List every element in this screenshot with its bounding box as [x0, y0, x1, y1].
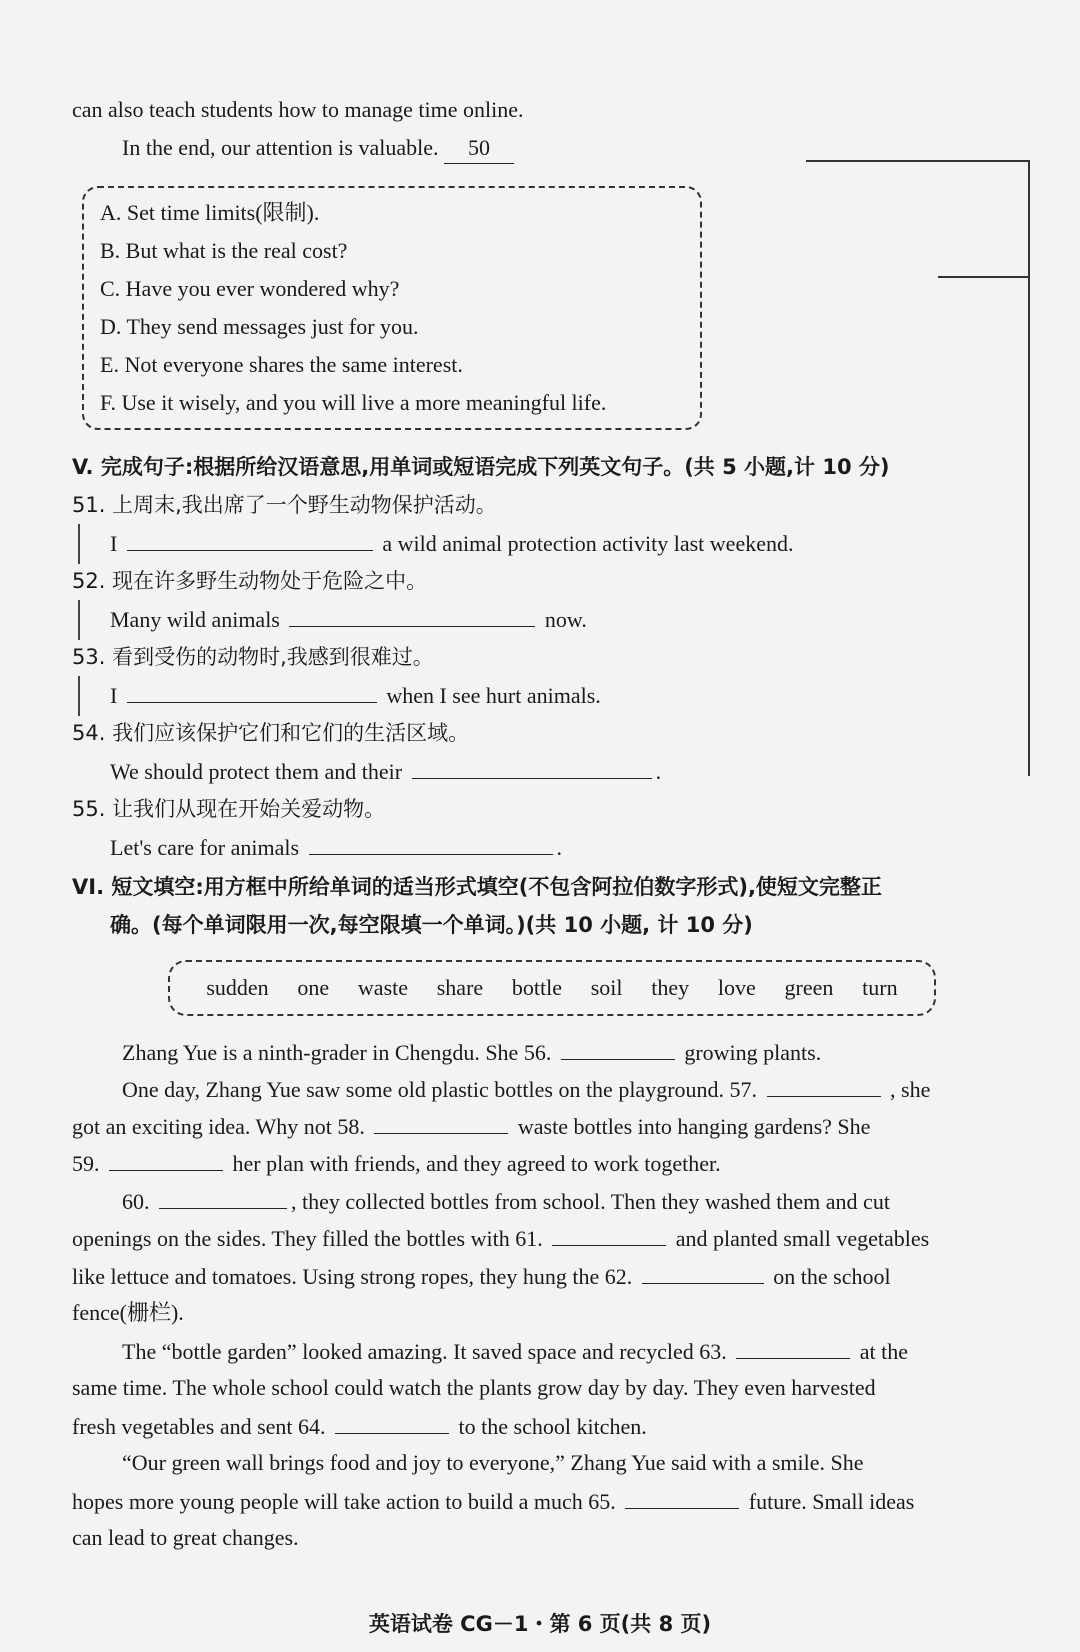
blank-59[interactable] — [109, 1148, 223, 1171]
margin-mark — [78, 524, 80, 564]
passage-line — [72, 1223, 929, 1254]
blank-51[interactable] — [127, 528, 373, 551]
q55-pre: Let's care for animals — [110, 835, 300, 860]
options-box — [82, 186, 702, 430]
passage-line: can lead to great changes. — [72, 1525, 299, 1550]
q53-english — [110, 680, 601, 711]
intro-line-2-text: In the end, our attention is valuable. — [122, 135, 439, 160]
word-love: love — [717, 975, 756, 1000]
passage-text: like lettuce and tomatoes. Using strong ropes, they hung the 62. — [72, 1264, 633, 1289]
q51-chinese: 51. 上周末,我出席了一个野生动物保护活动。 — [72, 493, 497, 517]
blank-64[interactable] — [335, 1411, 449, 1434]
blank-53[interactable] — [127, 680, 377, 703]
passage-line — [122, 1037, 821, 1068]
word-soil: soil — [590, 975, 623, 1000]
option-f: F. Use it wisely, and you will live a more meaningful life. — [100, 390, 607, 415]
passage-line: “Our green wall brings food and joy to everyone,” Zhang Yue said with a smile. She — [122, 1450, 864, 1475]
passage-text: waste bottles into hanging gardens? She — [517, 1114, 871, 1139]
passage-text: openings on the sides. They filled the bottles with 61. — [72, 1226, 543, 1251]
passage-line: fence(栅栏). — [72, 1300, 184, 1325]
passage-line — [72, 1148, 721, 1179]
passage-line — [72, 1411, 647, 1442]
passage-text: growing plants. — [684, 1040, 822, 1065]
passage-text: 59. — [72, 1151, 100, 1176]
passage-text: 60. — [122, 1189, 150, 1214]
passage-text: her plan with friends, and they agreed to work together. — [232, 1151, 721, 1176]
page-footer: 英语试卷 CG－1・第 6 页(共 8 页) — [368, 1612, 712, 1636]
q51-english — [110, 528, 793, 559]
passage-line — [72, 1111, 870, 1142]
passage-line: same time. The whole school could watch the plants grow day by day. They even harvested — [72, 1375, 876, 1400]
passage-text: future. Small ideas — [748, 1489, 915, 1514]
q54-post: . — [655, 759, 662, 784]
blank-50[interactable]: 50 — [444, 133, 514, 164]
intro-line-1: can also teach students how to manage time online. — [72, 97, 524, 122]
q53-post: when I see hurt animals. — [386, 683, 601, 708]
blank-65[interactable] — [625, 1486, 739, 1509]
passage-text: One day, Zhang Yue saw some old plastic bottles on the playground. 57. — [122, 1077, 758, 1102]
passage-line — [72, 1486, 914, 1517]
passage-line — [122, 1186, 890, 1217]
passage-text: at the — [859, 1339, 908, 1364]
q51-pre: I — [110, 531, 118, 556]
word-they: they — [651, 975, 690, 1000]
margin-mark — [78, 600, 80, 640]
q54-chinese: 54. 我们应该保护它们和它们的生活区域。 — [72, 721, 470, 745]
word-bottle: bottle — [511, 975, 563, 1000]
word-share: share — [436, 975, 484, 1000]
q52-english — [110, 604, 587, 635]
q52-post: now. — [544, 607, 587, 632]
section-5-heading: V. 完成句子:根据所给汉语意思,用单词或短语完成下列英文句子。(共 5 小题,计 10 分) — [72, 455, 890, 479]
passage-text: The “bottle garden” looked amazing. It saved space and recycled 63. — [122, 1339, 727, 1364]
q53-chinese: 53. 看到受伤的动物时,我感到很难过。 — [72, 645, 434, 669]
word-one: one — [297, 975, 330, 1000]
passage-text: hopes more young people will take action to build a much 65. — [72, 1489, 616, 1514]
passage-text: and planted small vegetables — [675, 1226, 930, 1251]
word-waste: waste — [357, 975, 409, 1000]
word-bank-box — [168, 960, 936, 1016]
q55-post: . — [556, 835, 563, 860]
blank-57[interactable] — [767, 1074, 881, 1097]
q55-chinese: 55. 让我们从现在开始关爱动物。 — [72, 797, 386, 821]
word-turn: turn — [862, 975, 898, 1000]
q55-english — [110, 832, 562, 863]
blank-63[interactable] — [736, 1336, 850, 1359]
answer-bracket-top — [806, 160, 1028, 162]
blank-52[interactable] — [289, 604, 535, 627]
blank-58[interactable] — [374, 1111, 508, 1134]
option-e: E. Not everyone shares the same interest. — [100, 352, 463, 377]
word-sudden: sudden — [206, 975, 269, 1000]
passage-text: fresh vegetables and sent 64. — [72, 1414, 326, 1439]
answer-bracket-mid — [938, 276, 1028, 278]
blank-61[interactable] — [552, 1223, 666, 1246]
blank-55[interactable] — [309, 832, 553, 855]
passage-text: , she — [890, 1077, 931, 1102]
option-c: C. Have you ever wondered why? — [100, 276, 400, 301]
q51-post: a wild animal protection activity last weekend. — [382, 531, 794, 556]
passage-text: to the school kitchen. — [458, 1414, 647, 1439]
passage-line — [122, 1074, 930, 1105]
option-d: D. They send messages just for you. — [100, 314, 419, 339]
q54-pre: We should protect them and their — [110, 759, 403, 784]
blank-56[interactable] — [561, 1037, 675, 1060]
intro-line-2 — [122, 133, 514, 164]
q54-english — [110, 756, 661, 787]
passage-text: , they collected bottles from school. Then they washed them and cut — [291, 1189, 890, 1214]
passage-line — [72, 1261, 891, 1292]
passage-text: got an exciting idea. Why not 58. — [72, 1114, 365, 1139]
section-6-heading-1: VI. 短文填空:用方框中所给单词的适当形式填空(不包含阿拉伯数字形式),使短文完整正 — [72, 875, 882, 899]
option-a: A. Set time limits(限制). — [100, 200, 320, 225]
passage-text: on the school — [773, 1264, 891, 1289]
option-b: B. But what is the real cost? — [100, 238, 348, 263]
margin-mark — [78, 676, 80, 716]
word-green: green — [784, 975, 834, 1000]
blank-54[interactable] — [412, 756, 652, 779]
section-6-heading-2: 确。(每个单词限用一次,每空限填一个单词。)(共 10 小题, 计 10 分) — [110, 913, 753, 937]
q52-chinese: 52. 现在许多野生动物处于危险之中。 — [72, 569, 428, 593]
answer-bracket-vertical — [1028, 160, 1030, 776]
blank-62[interactable] — [642, 1261, 764, 1284]
passage-line — [122, 1336, 908, 1367]
passage-text: Zhang Yue is a ninth-grader in Chengdu. She 56. — [122, 1040, 552, 1065]
q52-pre: Many wild animals — [110, 607, 280, 632]
q53-pre: I — [110, 683, 118, 708]
blank-60[interactable] — [159, 1186, 287, 1209]
